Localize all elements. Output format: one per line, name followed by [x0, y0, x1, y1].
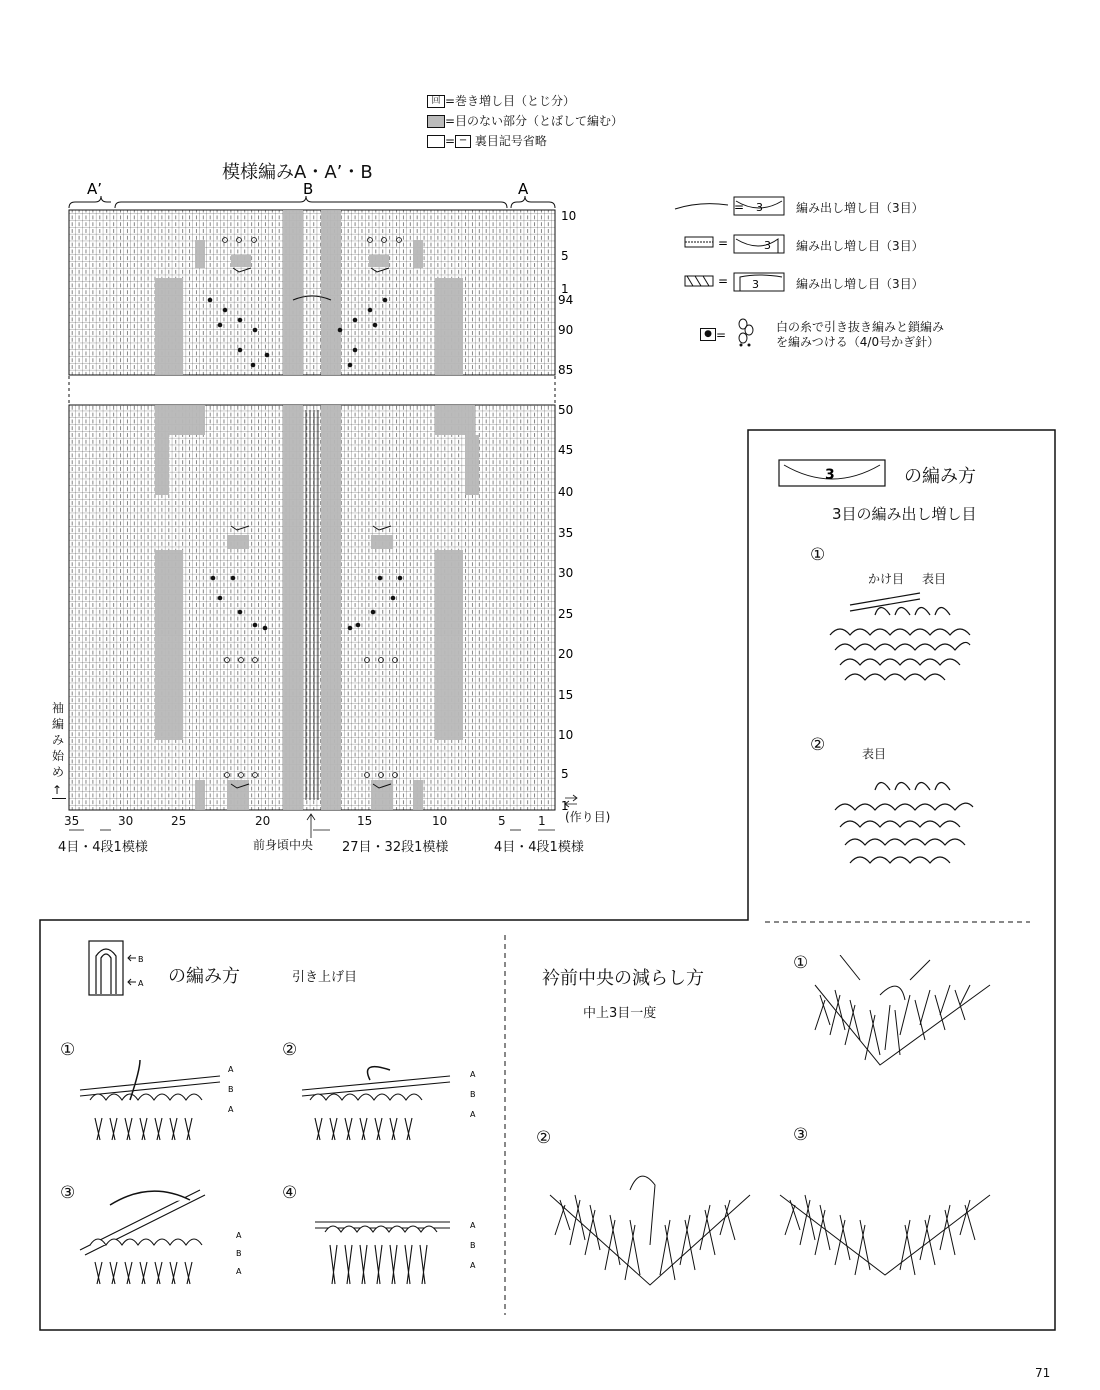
bottom-label-left: 4目・4段1模様 [58, 840, 148, 855]
svg-text:=: = [718, 274, 729, 288]
knit-illustration-2 [825, 765, 985, 885]
row-number: 45 [558, 443, 574, 457]
row-number: 90 [558, 323, 574, 337]
row-number: 50 [558, 403, 574, 417]
col-number: 5 [498, 814, 506, 828]
row-number: 1 [561, 799, 569, 813]
illus3-label-b: B [236, 1249, 242, 1258]
row-number: 85 [558, 363, 574, 377]
label-kakeme: かけ目 [868, 572, 905, 586]
legend-item-4: 裏目記号省略 [474, 134, 547, 148]
row-number: 5 [561, 767, 569, 781]
how-to-3-title: の編み方 [904, 466, 976, 487]
row-number: 10 [561, 209, 577, 223]
pull-up-illustrations [70, 1040, 490, 1300]
increase-legend-3: 編み出し増し目（3目） [796, 277, 924, 291]
row-number: 30 [558, 566, 574, 580]
row-number: 10 [558, 728, 574, 742]
illus1-label-a1: A [228, 1065, 234, 1074]
pull-up-step-1: ① [60, 1040, 76, 1060]
row-number: 15 [558, 688, 574, 702]
legend-item-2: =目のない部分（とばして編む） [445, 114, 624, 128]
legend-stitch-num-3: 3 [752, 278, 759, 291]
illus4-label-a1: A [470, 1221, 476, 1230]
svg-text:=: = [734, 200, 745, 214]
how-to-3-subtitle: 3目の編み出し増し目 [832, 505, 977, 523]
illus3-label-a1: A [236, 1231, 242, 1240]
neck-decrease-title: 衿前中央の減らし方 [542, 968, 704, 989]
row-number: 35 [558, 526, 574, 540]
col-number: 10 [432, 814, 448, 828]
pull-up-step-2: ② [282, 1040, 298, 1060]
section-label-b: B [303, 180, 314, 198]
pull-up-symbol-b: B [138, 955, 144, 964]
col-number: 25 [171, 814, 187, 828]
dot-symbol: ● = [700, 324, 726, 343]
purl-symbol: − [455, 135, 471, 148]
neck-illustrations [530, 955, 1010, 1300]
label-omoteme-2: 表目 [862, 747, 887, 761]
bottom-label-repeat: 27目・32段1模様 [342, 840, 449, 855]
col-number: 15 [357, 814, 373, 828]
how-to-3-step-2: ② [810, 735, 826, 755]
sleeve-start-label: 袖編み始め ↑ [52, 701, 65, 797]
neck-step-3: ③ [793, 1125, 809, 1145]
row-number: 40 [558, 485, 574, 499]
legend-stitch-num-1: 3 [756, 201, 763, 214]
chart-title: 模様編みA・A’・B [222, 162, 373, 183]
cast-on-label: (作り目) [565, 810, 611, 824]
dot-note-line-1: 白の糸で引き抜き編みと鎖編み [776, 320, 945, 334]
how-to-3-step-1: ① [810, 545, 826, 565]
row-number: 1 [561, 282, 569, 296]
pull-up-subtitle: 引き上げ目 [292, 970, 358, 985]
section-label-a-prime: A’ [87, 180, 103, 198]
illus4-label-b: B [470, 1241, 476, 1250]
illus2-label-a2: A [470, 1110, 476, 1119]
col-number: 30 [118, 814, 134, 828]
row-number: 20 [558, 647, 574, 661]
pull-up-step-4: ④ [282, 1183, 298, 1203]
svg-text:=: = [718, 236, 729, 250]
label-omoteme: 表目 [922, 572, 947, 586]
legend-item-3: = [445, 134, 456, 148]
how-to-3-symbol [778, 459, 886, 487]
how-to-3-num: 3 [825, 467, 835, 483]
wrap-increase-symbol: 回 [427, 95, 445, 108]
col-number: 35 [64, 814, 80, 828]
bottom-label-center: 前身頃中央 [253, 838, 314, 852]
dot-note-line-2: を編みつける（4/0号かぎ針） [776, 335, 940, 349]
neck-step-2: ② [536, 1128, 552, 1148]
pull-up-title: の編み方 [168, 966, 240, 987]
sleeve-start-text: 袖編み始め [52, 701, 65, 779]
col-number: 1 [538, 814, 546, 828]
increase-legend-2: 編み出し増し目（3目） [796, 239, 924, 253]
bottom-label-right: 4目・4段1模様 [494, 840, 584, 855]
neck-step-1: ① [793, 953, 809, 973]
pull-up-symbol-a: A [138, 979, 144, 988]
page-number: 71 [1035, 1366, 1051, 1380]
illus3-label-a2: A [236, 1267, 242, 1276]
pull-up-symbol [88, 940, 152, 998]
neck-decrease-subtitle: 中上3目一度 [583, 1006, 657, 1021]
row-number: 25 [558, 607, 574, 621]
illus1-label-b: B [228, 1085, 234, 1094]
knit-illustration-1 [820, 585, 980, 705]
col-number: 20 [255, 814, 271, 828]
legend-item-1: =巻き増し目（とじ分） [445, 94, 576, 108]
row-number: 94 [558, 293, 574, 307]
illus2-label-b: B [470, 1090, 476, 1099]
legend-stitch-num-2: 3 [764, 239, 771, 252]
illus1-label-a2: A [228, 1105, 234, 1114]
pull-up-step-3: ③ [60, 1183, 76, 1203]
row-number: 5 [561, 249, 569, 263]
section-label-a: A [518, 180, 529, 198]
increase-legend-1: 編み出し増し目（3目） [796, 201, 924, 215]
illus2-label-a1: A [470, 1070, 476, 1079]
illus4-label-a2: A [470, 1261, 476, 1270]
